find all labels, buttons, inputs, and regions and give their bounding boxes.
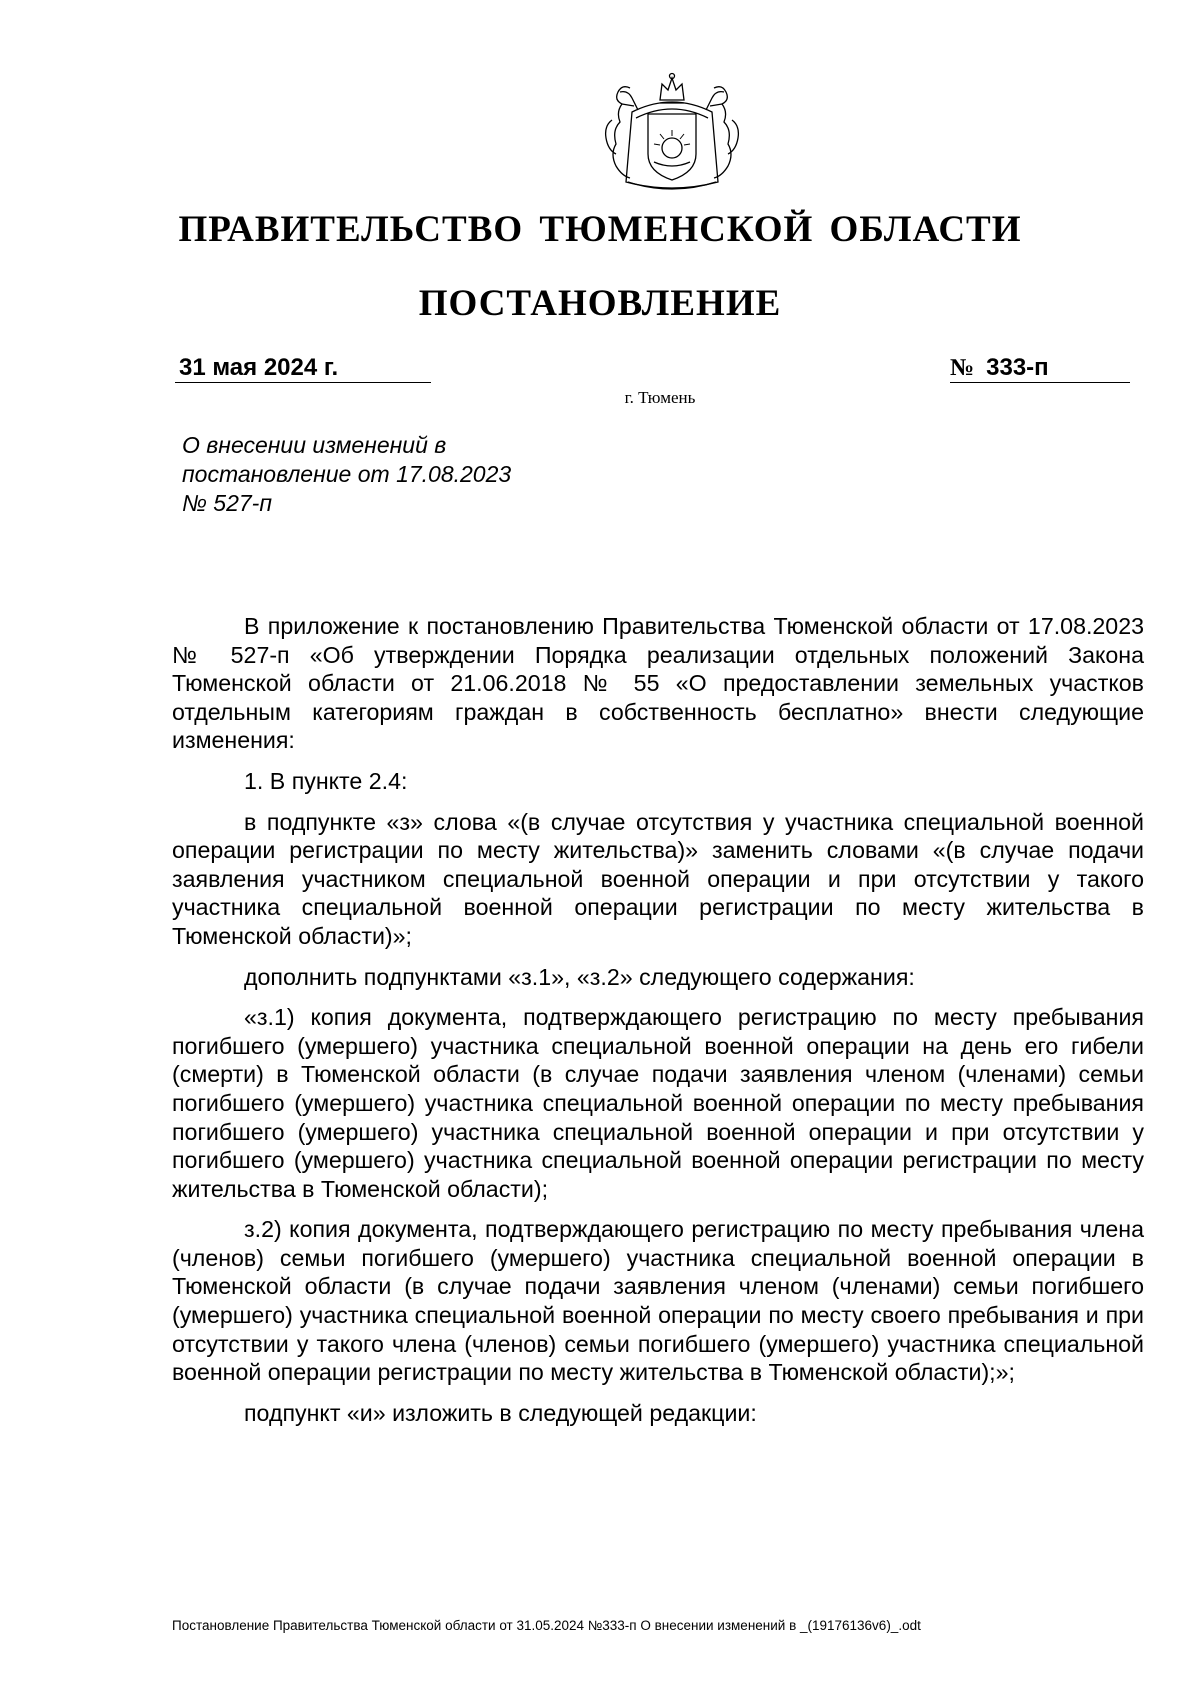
body-paragraph: подпункт «и» изложить в следующей редакции: <box>244 1399 757 1426</box>
body-paragraph: «з.1) копия документа, подтверждающего регистрацию по месту пребывания погибшего (умершего) участника специальной военной операции на день его гибели (смерти) в Тюменской области (в случае подачи заявления членом (членами) семьи погибшего (умершего) участника специальной военной операции по месту пребывания погибшего (умершего) участника специальной военной операции и при отсутствии у погибшего (умершего) участника специальной военной операции регистрации по месту жительства в Тюменской области); <box>172 1004 1144 1202</box>
number-value: 333-п <box>986 354 1049 381</box>
document-date: 31 мая 2024 г. <box>175 354 431 383</box>
body-paragraph: В приложение к постановлению Правительства Тюменской области от 17.08.2023 № 527-п «Об утверждении Порядка реализации отдельных положений Закона Тюменской области от 21.06.2018 № 55 «О предоставлении земельных участков отдельным категориям граждан в собственность бесплатно» внести следующие изменения: <box>172 613 1144 754</box>
city: г. Тюмень <box>624 388 696 407</box>
body-paragraph: 1. В пункте 2.4: <box>244 767 408 794</box>
document-subject <box>182 431 602 518</box>
government-title: ПРАВИТЕЛЬСТВО ТЮМЕНСКОЙ ОБЛАСТИ <box>178 209 1022 250</box>
body-paragraph: дополнить подпунктами «з.1», «з.2» следующего содержания: <box>244 963 915 990</box>
subject-line: постановление от 17.08.2023 <box>182 461 512 487</box>
document-number <box>950 354 1130 383</box>
document-type: ПОСТАНОВЛЕНИЕ <box>418 283 782 324</box>
number-sign: № <box>950 355 975 381</box>
body-paragraph: в подпункте «з» слова «(в случае отсутствия у участника специальной военной операции регистрации по месту жительства)» заменить словами «(в случае подачи заявления участником специальной военной операции и при отсутствии у такого участника специальной военной операции регистрации по месту жительства в Тюменской области)»; <box>172 808 1144 949</box>
body-paragraph: з.2) копия документа, подтверждающего регистрацию по месту пребывания члена (членов) семьи погибшего (умершего) участника специальной военной операции в Тюменской области (в случае подачи заявления членом (членами) семьи погибшего (умершего) участника специальной военной операции по месту своего пребывания и при отсутствии у такого члена (членов) семьи погибшего (умершего) участника специальной военной операции регистрации по месту жительства в Тюменской области);»; <box>172 1216 1144 1386</box>
document-body <box>172 612 1144 1439</box>
page-footer: Постановление Правительства Тюменской области от 31.05.2024 №333-п О внесении изменений в _(19176136v6)_.odt <box>172 1618 921 1633</box>
coat-of-arms-icon <box>592 70 752 196</box>
subject-line: О внесении изменений в <box>182 432 447 458</box>
subject-line: № 527-п <box>182 490 272 516</box>
